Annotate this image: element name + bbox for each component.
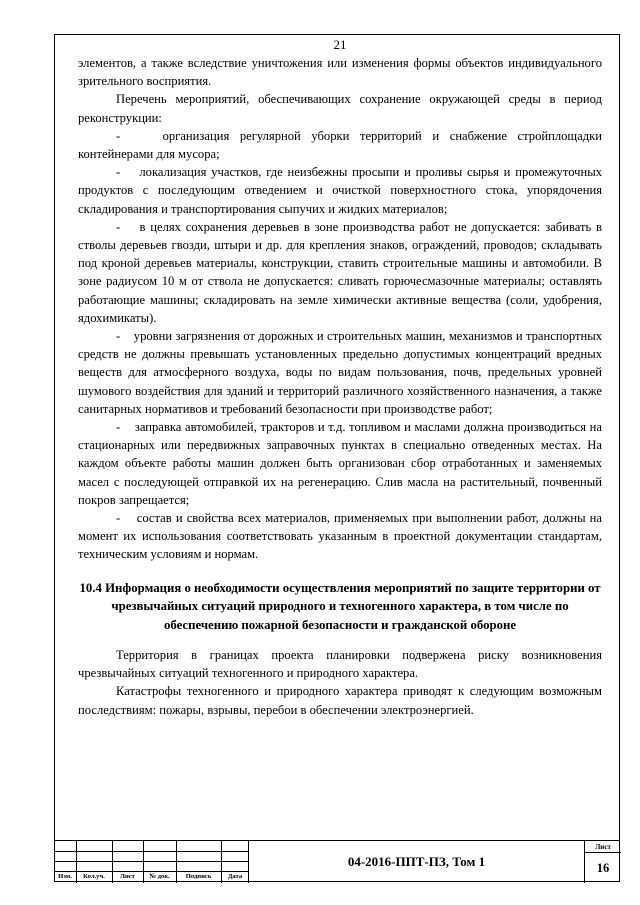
header-izm: Изм. [58, 873, 72, 880]
paragraph: Катастрофы техногенного и природного характера приводят к следующим возможным последствиям: пожары, взрывы, перебои в обеспечении электроэнергией. [78, 684, 602, 717]
section-heading: 10.4 Информация о необходимости осуществления мероприятий по защите территории от чрезвычайных ситуаций природного и техногенного характера, в том числе по обеспечению пожарной безопасности и гражданской обороне [79, 580, 601, 632]
header-signature: Подпись [185, 873, 212, 880]
header-doc-no: № док. [149, 873, 170, 880]
sheet-box [584, 841, 620, 883]
sheet-label: Лист [585, 841, 621, 853]
document-body [78, 36, 602, 719]
sheet-number: 16 [596, 861, 610, 875]
header-kol-uch: Кол.уч. [83, 873, 105, 880]
list-item: - заправка автомобилей, тракторов и т.д. топливом и маслами должна производиться на стационарных или передвижных заправочных пунктах в специально отведенных местах. На каждом объекте работы машин должен быть организован сбор отработанных и заменяемых масел с последующей отправкой их на регенерацию. Слив масла на растительный, почвенный покров запрещается; [78, 420, 602, 507]
title-block [54, 840, 620, 882]
list-item: - уровни загрязнения от дорожных и строительных машин, механизмов и транспортных средств не должны превышать установленных предельно допустимых концентраций вредных веществ для атмосферного воздуха, воды по видам пользования, почв, предельных уровней шумового воздействия для зданий и территорий различного хозяйственного назначения, а также санитарных нормативов и требований безопасности при производстве работ; [78, 329, 602, 416]
paragraph: Территория в границах проекта планировки подвержена риску возникновения чрезвычайных ситуаций техногенного и природного характера. [78, 647, 602, 681]
list-item: - состав и свойства всех материалов, применяемых при выполнении работ, должны на момент их использования соответствовать указанным в проектной документации стандартам, техническим условиям и нормам. [78, 511, 602, 562]
list-item: - организация регулярной уборки территорий и снабжение стройплощадки контейнерами для мусора; [78, 128, 602, 162]
document-code: 04-2016-ППТ-ПЗ, Том 1 [347, 854, 486, 869]
list-item: - локализация участков, где неизбежны просыпи и проливы сырья и промежуточных продуктов с последующим отведением и очисткой поверхностного стока, упорядочения складирования и транспортирования сыпучих и жидких материалов; [78, 165, 602, 216]
paragraph: Перечень мероприятий, обеспечивающих сохранение окружающей среды в период реконструкции: [78, 92, 602, 125]
list-item: - в целях сохранения деревьев в зоне производства работ не допускается: забивать в стволы деревьев гвозди, штыри и др. для крепления знаков, ограждений, проводов; складывать под кроной деревьев материалы, конструкции, ставить строительные машины и автомобили. В зоне радиусом 10 м от ствола не допускается: сливать горючесмазочные материалы; оставлять работающие машины; складировать на земле химически активные вещества (соли, удобрения, ядохимикаты). [78, 219, 602, 325]
paragraph: элементов, а также вследствие уничтожения или изменения формы объектов индивидуального зрительного восприятия. [78, 56, 602, 89]
header-date: Дата [227, 873, 243, 880]
header-list: Лист [120, 873, 135, 880]
page-number: 21 [333, 37, 347, 52]
revision-grid [54, 841, 249, 883]
